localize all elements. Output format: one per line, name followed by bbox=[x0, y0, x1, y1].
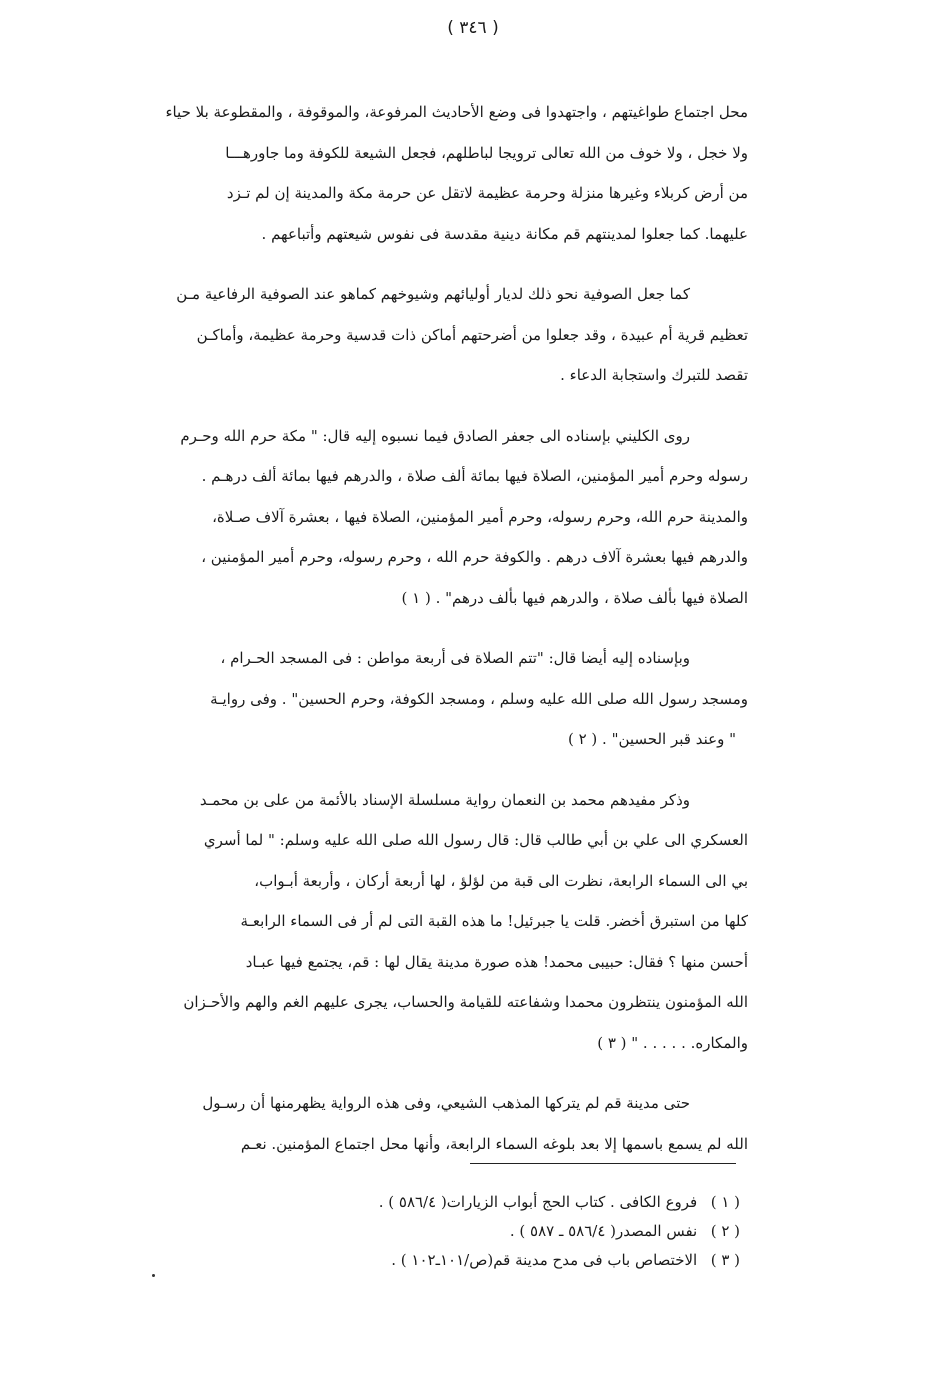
text-line: وبإسناده إليه أيضا قال: "تتم الصلاة فى أربعة مواطن : فى المسجد الحـرام ، bbox=[220, 649, 690, 667]
text-line: والدرهم فيها بعشرة آلاف درهم . والكوفة حرم الله ، وحرم رسوله، وحرم أمير المؤمنين ، bbox=[201, 548, 748, 566]
paragraph-4 bbox=[80, 638, 748, 760]
footnote-1 bbox=[300, 1188, 740, 1217]
footnote-3 bbox=[300, 1246, 740, 1275]
paragraph-5 bbox=[80, 780, 748, 1064]
text-line: ومسجد رسول الله صلى الله عليه وسلم ، ومسجد الكوفة، وحرم الحسين" . وفى روايـة bbox=[210, 689, 748, 708]
text-line: كما جعل الصوفية نحو ذلك لديار أوليائهم وشيوخهم كماهو عند الصوفية الرفاعية مـن bbox=[176, 285, 690, 303]
paragraph-1 bbox=[80, 92, 748, 254]
footnote-text: الاختصاص باب فى مدح مدينة قم(ص/١٠١ـ١٠٢ ) . bbox=[391, 1251, 698, 1269]
text-line: تقصد للتبرك واستجابة الدعاء . bbox=[560, 366, 748, 384]
footnote-divider bbox=[470, 1163, 736, 1164]
scan-speck bbox=[152, 1274, 155, 1277]
text-line: الصلاة فيها بألف صلاة ، والدرهم فيها بألف درهم" . ( ١ ) bbox=[401, 588, 748, 607]
paragraph-6 bbox=[80, 1083, 748, 1164]
footnote-number: ( ٢ ) bbox=[710, 1222, 740, 1240]
footnote-number: ( ٣ ) bbox=[710, 1251, 740, 1269]
paragraph-2 bbox=[80, 274, 748, 396]
text-line: الله لم يسمع باسمها إلا بعد بلوغه السماء الرابعة، وأنها محل اجتماع المؤمنين. نعـم bbox=[240, 1134, 748, 1153]
text-line: الله المؤمنون ينتظرون محمدا وشفاعته للقيامة والحساب، يجرى عليهم الغم والهم والأحـزان bbox=[183, 993, 748, 1011]
text-line: تعظيم قرية أم عبيدة ، وقد جعلوا من أضرحتهم أماكن ذات قدسية وحرمة عظيمة، وأماكـن bbox=[196, 325, 748, 344]
text-line: من أرض كربلاء وغيرها منزلة وحرمة عظيمة لاتقل عن حرمة مكة والمدينة إن لم تـزد bbox=[226, 184, 748, 202]
text-line: ولا خجل ، ولا خوف من الله تعالى ترويجا لباطلهم، فجعل الشيعة للكوفة وما جاورهـــا bbox=[225, 143, 748, 162]
text-line: حتى مدينة قم لم يتركها المذهب الشيعي، وفى هذه الرواية يظهرمنها أن رسـول bbox=[202, 1094, 690, 1112]
page-number: ( ٣٤٦ ) bbox=[447, 18, 499, 38]
body-text bbox=[80, 92, 748, 1184]
text-line: بي الى السماء الرابعة، نظرت الى قبة من لؤلؤ ، لها أربعة أركان ، وأربعة أبـواب، bbox=[254, 871, 748, 890]
text-line: رسوله وحرم أمير المؤمنين، الصلاة فيها بمائة ألف صلاة ، والدرهم فيها بمائة ألف درهـم . bbox=[201, 467, 748, 485]
text-line: وذكر مفيدهم محمد بن النعمان رواية مسلسلة الإسناد بالأئمة من على بن محمـد bbox=[199, 790, 690, 809]
text-line: " وعند قبر الحسين" . ( ٢ ) bbox=[567, 730, 736, 748]
text-line: العسكري الى علي بن أبي طالب قال: قال رسول الله صلى الله عليه وسلم: " لما أسري bbox=[203, 831, 748, 849]
footnote-2 bbox=[300, 1217, 740, 1246]
footnote-text: فروع الكافى . كتاب الحج أبواب الزيارات( ٥٨٦/٤ ) . bbox=[378, 1193, 698, 1211]
paragraph-3 bbox=[80, 416, 748, 619]
text-line: والمدينة حرم الله، وحرم رسوله، وحرم أمير المؤمنين، الصلاة فيها ، بعشرة آلاف صـلاة، bbox=[212, 507, 748, 526]
text-line: كلها من استبرق أخضر. قلت يا جبرئيل! ما هذه القبة التى لم أر فى السماء الرابعـة bbox=[240, 912, 748, 930]
text-line: أحسن منها ؟ فقال: حبيبى محمد! هذه صورة مدينة يقال لها : قم، يجتمع فيها عبـاد bbox=[245, 952, 748, 971]
text-line: روى الكليني بإسناده الى جعفر الصادق فيما نسبوه إليه قال: " مكة حرم الله وحـرم bbox=[180, 426, 690, 445]
footnote-text: نفس المصدر( ٥٨٦/٤ ـ ٥٨٧ ) . bbox=[509, 1222, 698, 1240]
footnotes bbox=[300, 1188, 740, 1275]
text-line: والمكاره. . . . . . " ( ٣ ) bbox=[597, 1033, 748, 1052]
footnote-number: ( ١ ) bbox=[710, 1193, 740, 1211]
text-line: عليهما. كما جعلوا لمدينتهم قم مكانة دينية مقدسة فى نفوس شيعتهم وأتباعهم . bbox=[261, 224, 748, 243]
text-line: محل اجتماع طواغيتهم ، واجتهدوا فى وضع الأحاديث المرفوعة، والموقوفة ، والمقطوعة بلا حياء bbox=[165, 103, 748, 121]
